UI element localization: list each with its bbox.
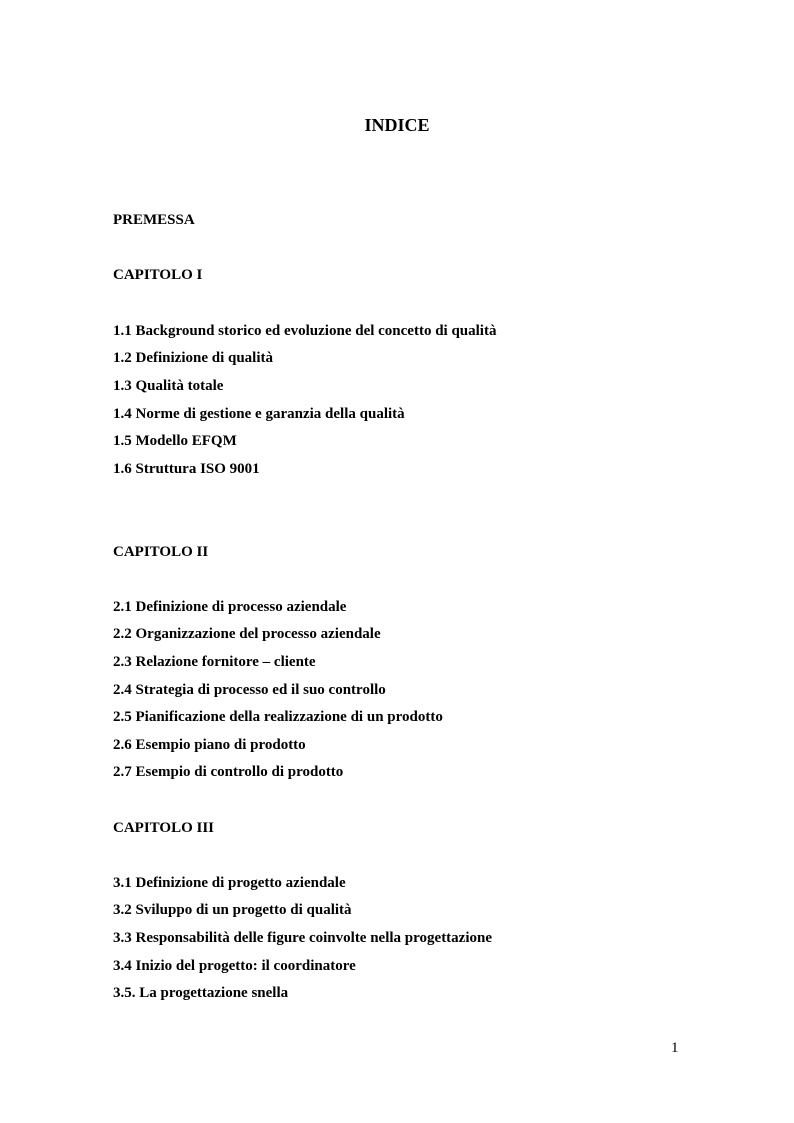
page-title: INDICE [364, 115, 430, 135]
chapter-heading-3: CAPITOLO III [113, 820, 215, 836]
toc-entry: 2.3 Relazione fornitore – cliente [113, 654, 316, 670]
toc-entry: 1.6 Struttura ISO 9001 [113, 461, 260, 477]
toc-entry: 3.4 Inizio del progetto: il coordinatore [113, 958, 356, 974]
toc-entry: 1.4 Norme di gestione e garanzia della qualità [113, 406, 405, 422]
toc-entry: 2.6 Esempio piano di prodotto [113, 737, 306, 753]
toc-entry: 2.1 Definizione di processo aziendale [113, 599, 347, 615]
toc-entry: 3.3 Responsabilità delle figure coinvolte nella progettazione [113, 930, 493, 946]
toc-entry: 1.5 Modello EFQM [113, 433, 237, 449]
toc-entry: 3.1 Definizione di progetto aziendale [113, 875, 346, 891]
toc-entry: 2.2 Organizzazione del processo aziendale [113, 626, 381, 642]
toc-entry: 3.2 Sviluppo di un progetto di qualità [113, 902, 352, 918]
toc-entry: 1.2 Definizione di qualità [113, 350, 274, 366]
toc-entry: 3.5. La progettazione snella [113, 985, 289, 1001]
toc-entry: 1.1 Background storico ed evoluzione del concetto di qualità [113, 323, 497, 339]
chapter-heading-2: CAPITOLO II [113, 544, 209, 560]
toc-entry: 2.7 Esempio di controllo di prodotto [113, 764, 344, 780]
toc-entry: 1.3 Qualità totale [113, 378, 224, 394]
toc-entry: 2.5 Pianificazione della realizzazione di un prodotto [113, 709, 443, 725]
chapter-heading-1: CAPITOLO I [113, 267, 203, 283]
page-number: 1 [671, 1040, 679, 1056]
toc-premessa: PREMESSA [113, 212, 195, 228]
toc-entry: 2.4 Strategia di processo ed il suo controllo [113, 682, 386, 698]
